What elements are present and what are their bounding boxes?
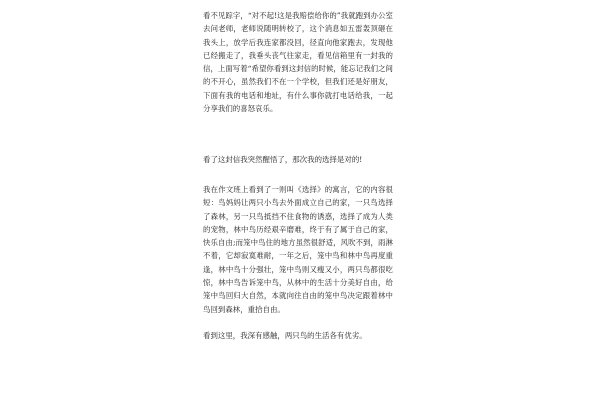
paragraph-conclusion: 看到这里，我深有感触，两只鸟的生活各有优劣。 xyxy=(203,331,367,340)
paragraph-realization: 看了这封信我突然醒悟了，那次我的选择是对的! xyxy=(203,155,363,164)
paragraph-fable: 我在作文班上看到了一则叫《选择》的寓言，它的内容很短：鸟妈妈让两只小鸟去外面成立自己的家，一只鸟选择了森林，另一只鸟抵挡不住食物的诱惑，选择了成为人类的宠物，林中鸟历经艰辛磨难，终于有了属于自己的家，快乐自由;而笼中鸟住的地方虽然很舒适，风吹不到，雨淋不着，它却寂寞难耐，一年之后，笼中鸟和林中鸟再度重逢，林中鸟十分强壮，笼中鸟则又瘦又小，两只鸟都很吃惊，林中鸟告诉笼中鸟，从林中的生活十分美好自由，给笼中鸟回归大自然，本就向往自由的笼中鸟决定跟着林中鸟回到森林，重拾自由。 xyxy=(203,185,393,314)
paragraph-letter: 看不见踪字，“对不起!这是我赔偿给你的”我就跑到办公室去问老师，老师说随明转校了，这个消息如五雷轰顶砸在我头上，放学后我连家都没回，径直向他家跑去，发现他已经搬走了，我垂头丧气往家走，看见信箱里有一封我的信，上面写着“希望你看到这封信的时候，能忘记我们之间的不开心，虽然我们不在一个学校，但我们还是好朋友，下面有我的电话和地址，有什么事你就打电话给我，一起分享我们的喜怒哀乐。 xyxy=(203,11,393,114)
